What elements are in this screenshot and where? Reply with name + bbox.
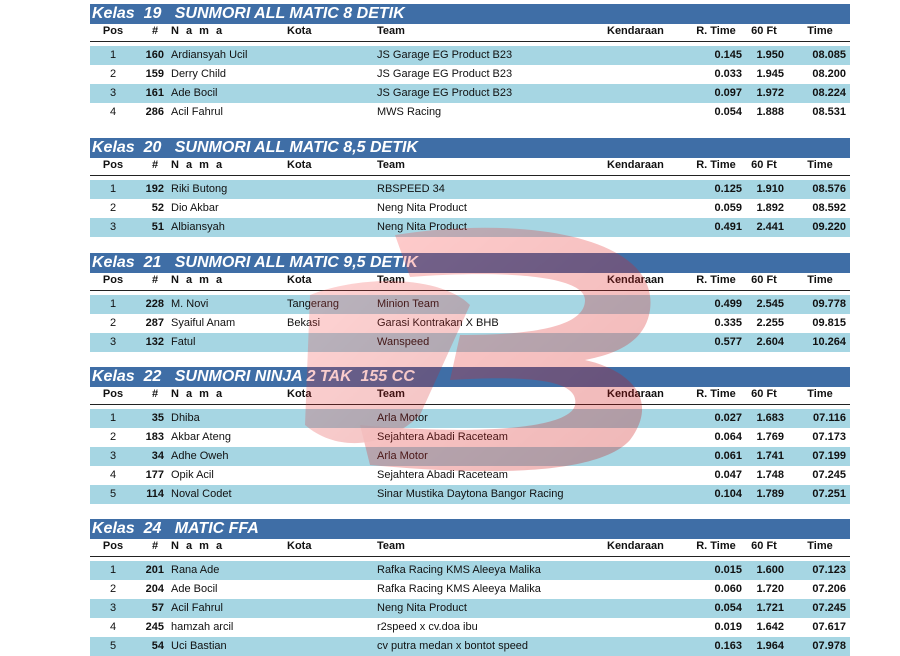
cell-rtime: 0.019 — [714, 621, 742, 633]
header-kota: Kota — [287, 540, 312, 552]
header-ft60: 60 Ft — [751, 274, 777, 286]
header-rtime: R. Time — [696, 25, 736, 37]
cell-nama: Adhe Oweh — [171, 450, 229, 462]
cell-pos: 3 — [109, 87, 117, 99]
table-row — [90, 84, 850, 103]
table-header — [90, 387, 850, 405]
cell-no: 34 — [151, 450, 164, 462]
cell-nama: Dio Akbar — [171, 202, 219, 214]
cell-no: 159 — [145, 68, 164, 80]
cell-no: 57 — [151, 602, 164, 614]
cell-time: 08.576 — [812, 183, 846, 195]
cell-pos: 2 — [109, 317, 117, 329]
header-rtime: R. Time — [696, 540, 736, 552]
header-kendaraan: Kendaraan — [607, 540, 664, 552]
cell-team: Neng Nita Product — [377, 221, 467, 233]
results-section — [90, 138, 850, 237]
cell-ft60: 1.972 — [756, 87, 784, 99]
cell-no: 228 — [145, 298, 164, 310]
cell-rtime: 0.335 — [714, 317, 742, 329]
cell-rtime: 0.499 — [714, 298, 742, 310]
header-nama: N a m a — [171, 274, 225, 286]
header-no: # — [151, 274, 159, 286]
cell-team: JS Garage EG Product B23 — [377, 68, 513, 80]
cell-rtime: 0.061 — [714, 450, 742, 462]
class-title: Kelas 19 SUNMORI ALL MATIC 8 DETIK — [90, 4, 850, 24]
cell-ft60: 1.720 — [756, 583, 784, 595]
cell-time: 07.245 — [812, 469, 846, 481]
cell-no: 177 — [145, 469, 164, 481]
cell-no: 51 — [151, 221, 164, 233]
cell-no: 245 — [145, 621, 164, 633]
results-section — [90, 4, 850, 122]
cell-pos: 1 — [109, 183, 117, 195]
cell-rtime: 0.125 — [714, 183, 742, 195]
header-pos: Pos — [102, 25, 124, 37]
cell-pos: 1 — [109, 298, 117, 310]
cell-nama: hamzah arcil — [171, 621, 234, 633]
header-rtime: R. Time — [696, 274, 736, 286]
table-header — [90, 273, 850, 291]
cell-nama: Dhiba — [171, 412, 200, 424]
header-kota: Kota — [287, 274, 312, 286]
table-row — [90, 485, 850, 504]
cell-nama: M. Novi — [171, 298, 209, 310]
table-row — [90, 447, 850, 466]
cell-no: 114 — [146, 488, 164, 500]
table-row — [90, 314, 850, 333]
cell-team: Sinar Mustika Daytona Bangor Racing — [377, 488, 564, 500]
cell-ft60: 1.892 — [756, 202, 784, 214]
cell-nama: Noval Codet — [171, 488, 232, 500]
cell-ft60: 1.721 — [756, 602, 784, 614]
cell-team: Rafka Racing KMS Aleeya Malika — [377, 564, 541, 576]
header-time: Time — [807, 388, 833, 400]
cell-team: cv putra medan x bontot speed — [377, 640, 529, 652]
header-no: # — [151, 388, 159, 400]
header-kendaraan: Kendaraan — [607, 274, 664, 286]
table-header — [90, 158, 850, 176]
cell-pos: 3 — [109, 221, 117, 233]
cell-time: 07.116 — [812, 412, 846, 424]
cell-time: 07.206 — [812, 583, 846, 595]
cell-time: 08.200 — [812, 68, 846, 80]
cell-no: 35 — [151, 412, 164, 424]
header-team: Team — [377, 540, 405, 552]
cell-time: 10.264 — [812, 336, 846, 348]
cell-nama: Syaiful Anam — [171, 317, 236, 329]
cell-team: JS Garage EG Product B23 — [377, 87, 513, 99]
cell-rtime: 0.097 — [714, 87, 742, 99]
cell-pos: 4 — [109, 106, 117, 118]
header-rtime: R. Time — [696, 159, 736, 171]
table-row — [90, 218, 850, 237]
cell-ft60: 1.789 — [756, 488, 784, 500]
cell-pos: 1 — [109, 564, 117, 576]
cell-team: Garasi Kontrakan X BHB — [377, 317, 499, 329]
header-nama: N a m a — [171, 159, 225, 171]
header-no: # — [151, 159, 159, 171]
table-row — [90, 409, 850, 428]
table-row — [90, 103, 850, 122]
cell-no: 160 — [145, 49, 164, 61]
table-row — [90, 428, 850, 447]
table-row — [90, 618, 850, 637]
cell-time: 08.224 — [812, 87, 846, 99]
cell-team: Neng Nita Product — [377, 602, 467, 614]
cell-team: JS Garage EG Product B23 — [377, 49, 513, 61]
header-no: # — [151, 25, 159, 37]
cell-nama: Albiansyah — [171, 221, 225, 233]
table-row — [90, 561, 850, 580]
cell-ft60: 2.441 — [756, 221, 784, 233]
cell-time: 07.199 — [812, 450, 846, 462]
cell-rtime: 0.054 — [714, 106, 742, 118]
cell-ft60: 1.600 — [756, 564, 784, 576]
cell-nama: Fatul — [171, 336, 196, 348]
results-section — [90, 519, 850, 656]
cell-team: Sejahtera Abadi Raceteam — [377, 431, 508, 443]
cell-rtime: 0.015 — [714, 564, 742, 576]
cell-no: 286 — [145, 106, 164, 118]
cell-ft60: 1.910 — [756, 183, 784, 195]
class-title: Kelas 22 SUNMORI NINJA 2 TAK 155 CC — [90, 367, 850, 387]
cell-ft60: 2.255 — [756, 317, 784, 329]
cell-nama: Derry Child — [171, 68, 227, 80]
cell-no: 161 — [145, 87, 164, 99]
header-kendaraan: Kendaraan — [607, 159, 664, 171]
cell-pos: 4 — [109, 469, 117, 481]
cell-kota: Bekasi — [287, 317, 321, 329]
cell-ft60: 1.950 — [756, 49, 784, 61]
cell-rtime: 0.059 — [714, 202, 742, 214]
header-kota: Kota — [287, 159, 312, 171]
cell-pos: 3 — [109, 450, 117, 462]
table-row — [90, 199, 850, 218]
cell-rtime: 0.491 — [714, 221, 742, 233]
header-ft60: 60 Ft — [751, 388, 777, 400]
cell-ft60: 1.888 — [756, 106, 784, 118]
cell-nama: Akbar Ateng — [171, 431, 231, 443]
cell-pos: 1 — [109, 412, 117, 424]
cell-time: 07.251 — [812, 488, 846, 500]
cell-time: 08.085 — [812, 49, 846, 61]
cell-team: Minion Team — [377, 298, 440, 310]
header-kota: Kota — [287, 388, 312, 400]
results-section — [90, 253, 850, 352]
cell-rtime: 0.027 — [714, 412, 742, 424]
cell-pos: 4 — [109, 621, 117, 633]
cell-ft60: 1.964 — [756, 640, 784, 652]
header-time: Time — [807, 25, 833, 37]
cell-rtime: 0.577 — [714, 336, 742, 348]
cell-no: 192 — [145, 183, 164, 195]
cell-team: Arla Motor — [377, 450, 428, 462]
cell-pos: 2 — [109, 68, 117, 80]
cell-nama: Opik Acil — [171, 469, 214, 481]
cell-no: 183 — [145, 431, 164, 443]
cell-ft60: 1.769 — [756, 431, 784, 443]
header-time: Time — [807, 274, 833, 286]
header-team: Team — [377, 25, 405, 37]
cell-ft60: 1.642 — [756, 621, 784, 633]
table-row — [90, 333, 850, 352]
table-header — [90, 24, 850, 42]
table-row — [90, 466, 850, 485]
cell-no: 201 — [145, 564, 164, 576]
cell-nama: Ade Bocil — [171, 583, 218, 595]
cell-ft60: 1.683 — [756, 412, 784, 424]
table-row — [90, 46, 850, 65]
header-time: Time — [807, 540, 833, 552]
header-kendaraan: Kendaraan — [607, 388, 664, 400]
table-row — [90, 580, 850, 599]
cell-nama: Rana Ade — [171, 564, 220, 576]
cell-team: Arla Motor — [377, 412, 428, 424]
header-team: Team — [377, 274, 405, 286]
cell-team: Wanspeed — [377, 336, 430, 348]
results-section — [90, 367, 850, 504]
header-time: Time — [807, 159, 833, 171]
header-pos: Pos — [102, 540, 124, 552]
cell-ft60: 2.545 — [756, 298, 784, 310]
cell-pos: 2 — [109, 202, 117, 214]
header-nama: N a m a — [171, 388, 225, 400]
table-row — [90, 295, 850, 314]
header-nama: N a m a — [171, 540, 225, 552]
cell-nama: Acil Fahrul — [171, 106, 223, 118]
cell-rtime: 0.163 — [714, 640, 742, 652]
cell-nama: Uci Bastian — [171, 640, 227, 652]
header-pos: Pos — [102, 388, 124, 400]
cell-pos: 5 — [109, 640, 117, 652]
cell-time: 08.531 — [812, 106, 846, 118]
cell-no: 52 — [151, 202, 164, 214]
header-ft60: 60 Ft — [751, 540, 777, 552]
class-title: Kelas 21 SUNMORI ALL MATIC 9,5 DETIK — [90, 253, 850, 273]
cell-pos: 1 — [109, 49, 117, 61]
table-row — [90, 599, 850, 618]
cell-team: r2speed x cv.doa ibu — [377, 621, 478, 633]
table-row — [90, 180, 850, 199]
table-row — [90, 637, 850, 656]
cell-ft60: 1.945 — [756, 68, 784, 80]
cell-team: Neng Nita Product — [377, 202, 467, 214]
header-pos: Pos — [102, 274, 124, 286]
class-title: Kelas 24 MATIC FFA — [90, 519, 850, 539]
header-team: Team — [377, 159, 405, 171]
cell-rtime: 0.054 — [714, 602, 742, 614]
cell-team: Sejahtera Abadi Raceteam — [377, 469, 508, 481]
cell-time: 07.123 — [812, 564, 846, 576]
cell-no: 54 — [151, 640, 164, 652]
cell-time: 07.978 — [812, 640, 846, 652]
cell-no: 132 — [145, 336, 164, 348]
cell-team: Rafka Racing KMS Aleeya Malika — [377, 583, 541, 595]
cell-time: 09.220 — [812, 221, 846, 233]
header-rtime: R. Time — [696, 388, 736, 400]
cell-pos: 3 — [109, 602, 117, 614]
cell-time: 08.592 — [812, 202, 846, 214]
cell-time: 07.173 — [812, 431, 846, 443]
class-title: Kelas 20 SUNMORI ALL MATIC 8,5 DETIK — [90, 138, 850, 158]
cell-ft60: 1.748 — [756, 469, 784, 481]
cell-ft60: 1.741 — [756, 450, 784, 462]
header-kendaraan: Kendaraan — [607, 25, 664, 37]
cell-team: MWS Racing — [377, 106, 442, 118]
header-team: Team — [377, 388, 405, 400]
cell-team: RBSPEED 34 — [377, 183, 445, 195]
cell-kota: Tangerang — [287, 298, 339, 310]
cell-pos: 2 — [109, 431, 117, 443]
cell-rtime: 0.047 — [714, 469, 742, 481]
cell-time: 07.617 — [812, 621, 846, 633]
header-kota: Kota — [287, 25, 312, 37]
cell-nama: Riki Butong — [171, 183, 228, 195]
cell-rtime: 0.145 — [714, 49, 742, 61]
cell-time: 09.815 — [812, 317, 846, 329]
cell-rtime: 0.060 — [714, 583, 742, 595]
cell-pos: 3 — [109, 336, 117, 348]
cell-time: 07.245 — [812, 602, 846, 614]
cell-no: 204 — [145, 583, 164, 595]
table-row — [90, 65, 850, 84]
header-ft60: 60 Ft — [751, 25, 777, 37]
header-pos: Pos — [102, 159, 124, 171]
cell-time: 09.778 — [812, 298, 846, 310]
header-ft60: 60 Ft — [751, 159, 777, 171]
cell-pos: 5 — [109, 488, 117, 500]
header-no: # — [151, 540, 159, 552]
cell-pos: 2 — [109, 583, 117, 595]
cell-rtime: 0.033 — [714, 68, 742, 80]
cell-no: 287 — [145, 317, 164, 329]
table-header — [90, 539, 850, 557]
cell-nama: Ardiansyah Ucil — [171, 49, 248, 61]
header-nama: N a m a — [171, 25, 225, 37]
cell-rtime: 0.064 — [714, 431, 742, 443]
cell-nama: Acil Fahrul — [171, 602, 223, 614]
cell-rtime: 0.104 — [714, 488, 742, 500]
cell-nama: Ade Bocil — [171, 87, 218, 99]
cell-ft60: 2.604 — [756, 336, 784, 348]
